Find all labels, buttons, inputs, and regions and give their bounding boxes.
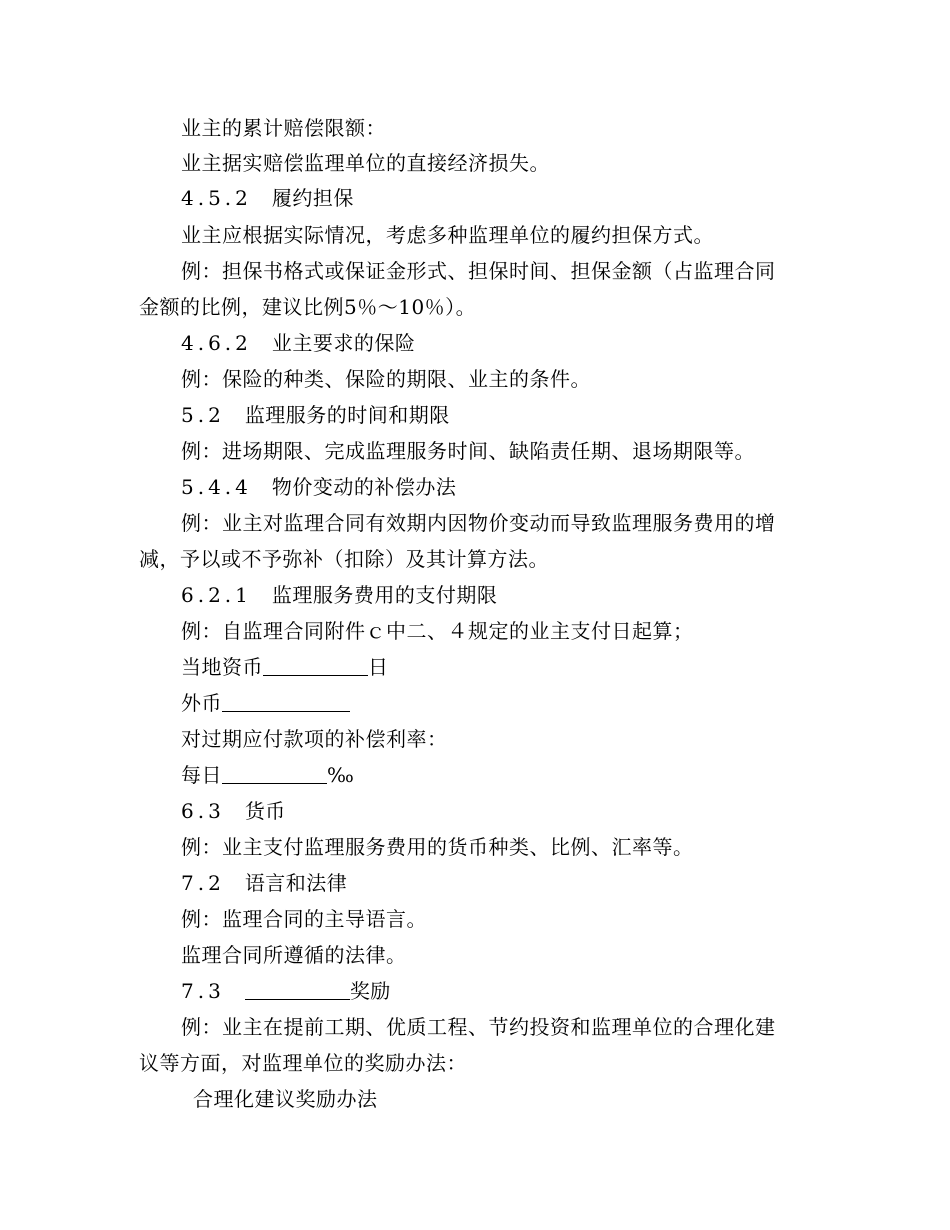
section-heading	[139, 181, 829, 216]
section-number: 5.2	[181, 403, 225, 427]
section-heading	[139, 866, 829, 901]
paragraph-line: 业主应根据实际情况，考虑多种监理单位的履约担保方式。	[181, 223, 714, 247]
section-number: 4.6.2	[181, 331, 252, 355]
paragraph-line: 例：保险的种类、保险的期限、业主的条件。	[181, 367, 591, 391]
section-heading	[139, 578, 829, 613]
paragraph-line: 监理合同所遵循的法律。	[181, 943, 407, 967]
paragraph-line: 合理化建议奖励办法	[193, 1087, 378, 1111]
paragraph-line: 例：自监理合同附件ｃ中二、４规定的业主支付日起算；	[181, 619, 694, 643]
blank-field[interactable]	[222, 689, 350, 712]
blank-field[interactable]	[222, 761, 327, 784]
section-title: 履约担保	[271, 186, 354, 210]
paragraph-line: 对过期应付款项的补偿利率：	[181, 727, 448, 751]
fill-in-line	[139, 686, 829, 721]
section-title: 语言和法律	[244, 871, 348, 895]
section-heading	[139, 398, 829, 433]
section-heading	[139, 470, 829, 505]
section-number: 7.3	[181, 979, 225, 1003]
section-number: 4.5.2	[181, 186, 252, 210]
field-label: 外币	[181, 691, 222, 715]
paragraph-line: 减，予以或不予弥补（扣除）及其计算方法。	[139, 547, 549, 571]
section-title: 业主要求的保险	[271, 331, 416, 355]
section-number: 6.2.1	[181, 583, 252, 607]
fill-in-line	[139, 758, 829, 793]
paragraph-line: 例：担保书格式或保证金形式、担保时间、担保金额（占监理合同	[181, 259, 776, 283]
paragraph-line: 业主据实赔偿监理单位的直接经济损失。	[181, 151, 550, 175]
paragraph-line: 例：业主支付监理服务费用的货币种类、比例、汇率等。	[181, 835, 694, 859]
section-number: 6.3	[181, 799, 225, 823]
paragraph-line: 例：业主在提前工期、优质工程、节约投资和监理单位的合理化建	[181, 1015, 776, 1039]
section-title: 监理服务费用的支付期限	[271, 583, 498, 607]
section-number: 7.2	[181, 871, 225, 895]
paragraph-line: 议等方面，对监理单位的奖励办法：	[139, 1051, 467, 1075]
paragraph-line: 例：进场期限、完成监理服务时间、缺陷责任期、退场期限等。	[181, 439, 755, 463]
section-title: 物价变动的补偿办法	[271, 475, 457, 499]
paragraph-line: 金额的比例，建议比例5％～10％）。	[139, 295, 477, 319]
field-unit: ‰	[327, 763, 355, 787]
section-title: 奖励	[349, 979, 391, 1003]
section-number: 5.4.4	[181, 475, 252, 499]
section-title: 监理服务的时间和期限	[244, 403, 450, 427]
section-heading	[139, 794, 829, 829]
paragraph-line: 业主的累计赔偿限额：	[181, 116, 386, 140]
paragraph-line: 例：监理合同的主导语言。	[181, 907, 427, 931]
paragraph-line: 例：业主对监理合同有效期内因物价变动而导致监理服务费用的增	[181, 511, 776, 535]
section-title: 货币	[244, 799, 286, 823]
blank-field[interactable]	[263, 653, 368, 676]
field-label: 当地资币	[181, 655, 263, 679]
section-heading	[139, 974, 829, 1009]
field-label: 每日	[181, 763, 222, 787]
section-heading	[139, 326, 829, 361]
blank-field[interactable]	[245, 977, 350, 1000]
field-unit: 日	[368, 655, 389, 679]
fill-in-line	[139, 650, 829, 685]
